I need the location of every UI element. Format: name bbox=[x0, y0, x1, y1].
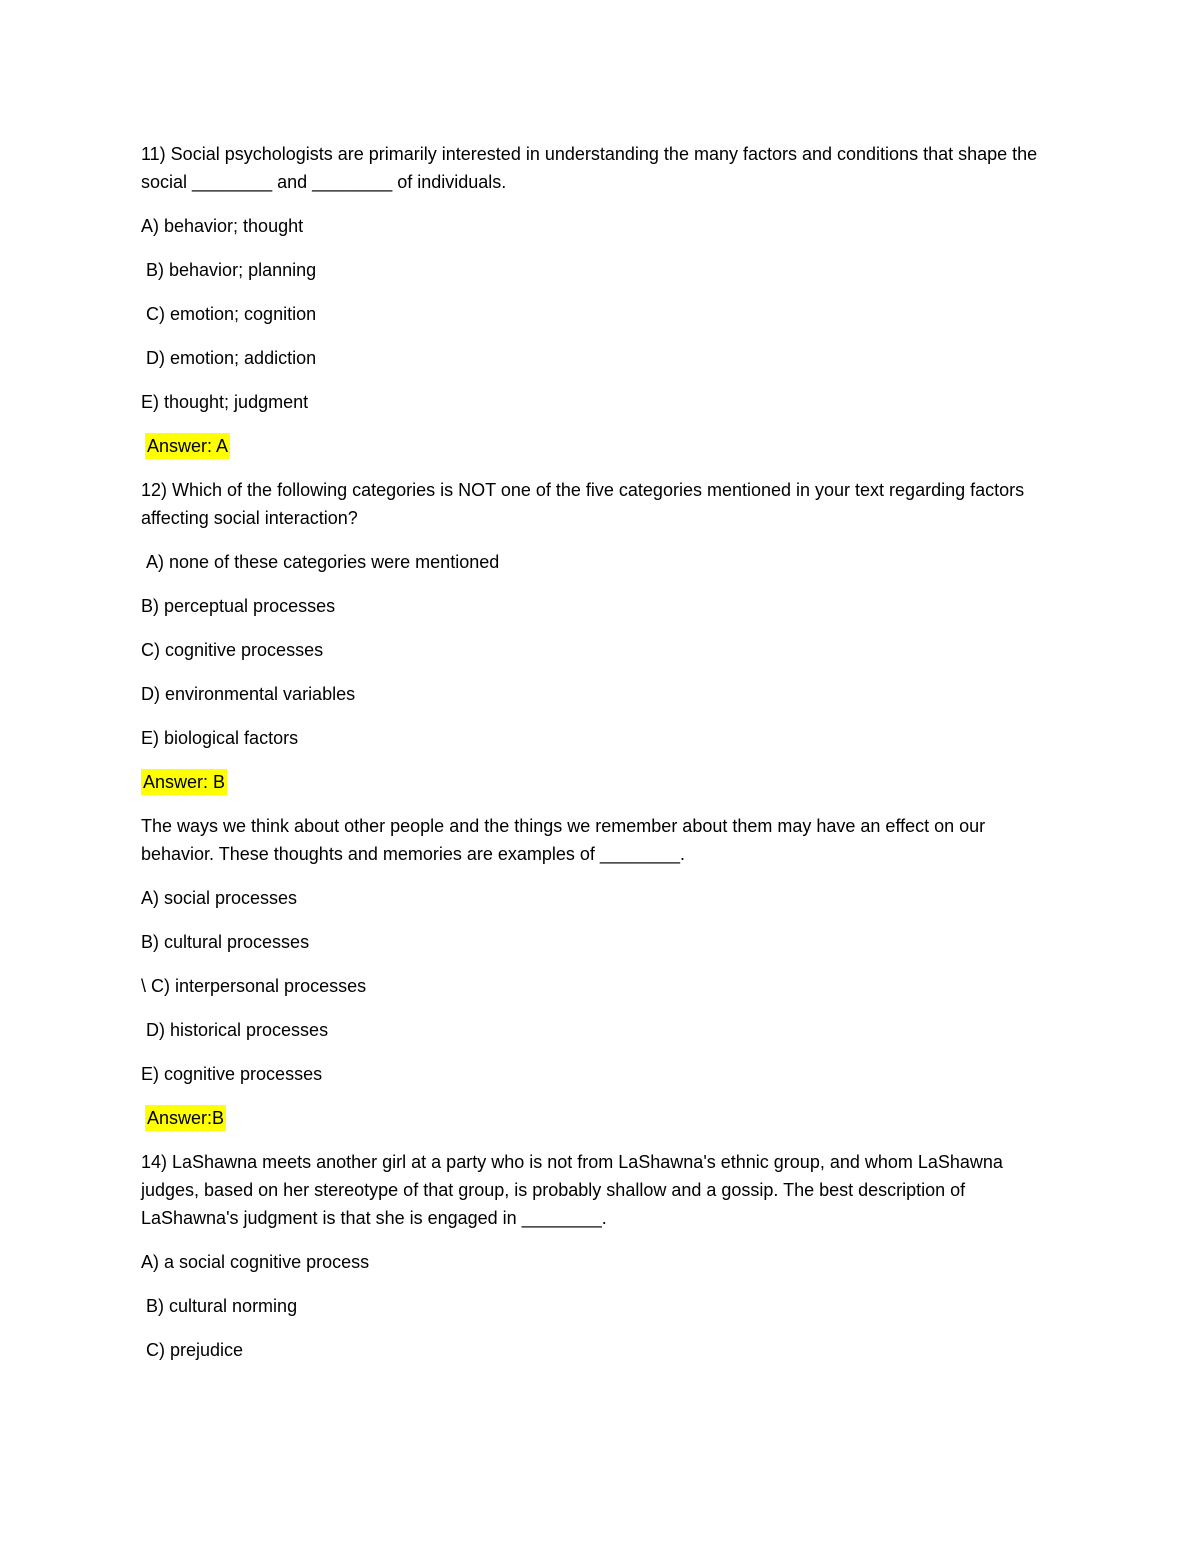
answer-highlight: Answer: A bbox=[145, 433, 230, 459]
answer-option: D) environmental variables bbox=[141, 684, 356, 704]
answer-line bbox=[141, 432, 1061, 460]
answer-option: D) emotion; addiction bbox=[141, 348, 317, 368]
answer-line bbox=[141, 1104, 1061, 1132]
answer-option: A) a social cognitive process bbox=[141, 1252, 370, 1272]
answer-option: C) emotion; cognition bbox=[141, 304, 317, 324]
answer-highlight: Answer:B bbox=[145, 1105, 226, 1131]
answer-option: C) cognitive processes bbox=[141, 640, 324, 660]
question-text: 11) Social psychologists are primarily interested in understanding the many factors and conditions that shape the social ________ and ________ of individuals. bbox=[141, 144, 1043, 192]
document-content bbox=[141, 140, 1061, 1364]
answer-option: A) social processes bbox=[141, 888, 298, 908]
question-text: The ways we think about other people and the things we remember about them may have an effect on our behavior. These thoughts and memories are examples of ________. bbox=[141, 816, 991, 864]
answer-option: E) cognitive processes bbox=[141, 1064, 323, 1084]
answer-option: C) prejudice bbox=[141, 1340, 244, 1360]
answer-option: B) cultural norming bbox=[141, 1296, 298, 1316]
answer-option: D) historical processes bbox=[141, 1020, 329, 1040]
answer-option: \ C) interpersonal processes bbox=[141, 976, 367, 996]
answer-option: B) cultural processes bbox=[141, 932, 310, 952]
answer-option: B) behavior; planning bbox=[141, 260, 317, 280]
answer-option: E) thought; judgment bbox=[141, 392, 309, 412]
question-text: 12) Which of the following categories is NOT one of the five categories mentioned in your text regarding factors affecting social interaction? bbox=[141, 480, 1030, 528]
question-text: 14) LaShawna meets another girl at a party who is not from LaShawna's ethnic group, and whom LaShawna judges, based on her stereotype of that group, is probably shallow and a gossip. The best description of LaShawna's judgment is that she is engaged in ________. bbox=[141, 1152, 1008, 1228]
document-page bbox=[141, 140, 1061, 1380]
answer-option: B) perceptual processes bbox=[141, 596, 336, 616]
answer-option: A) behavior; thought bbox=[141, 216, 304, 236]
answer-option: A) none of these categories were mentioned bbox=[141, 552, 500, 572]
answer-option: E) biological factors bbox=[141, 728, 299, 748]
answer-highlight: Answer: B bbox=[141, 769, 227, 795]
answer-line bbox=[141, 768, 1061, 796]
